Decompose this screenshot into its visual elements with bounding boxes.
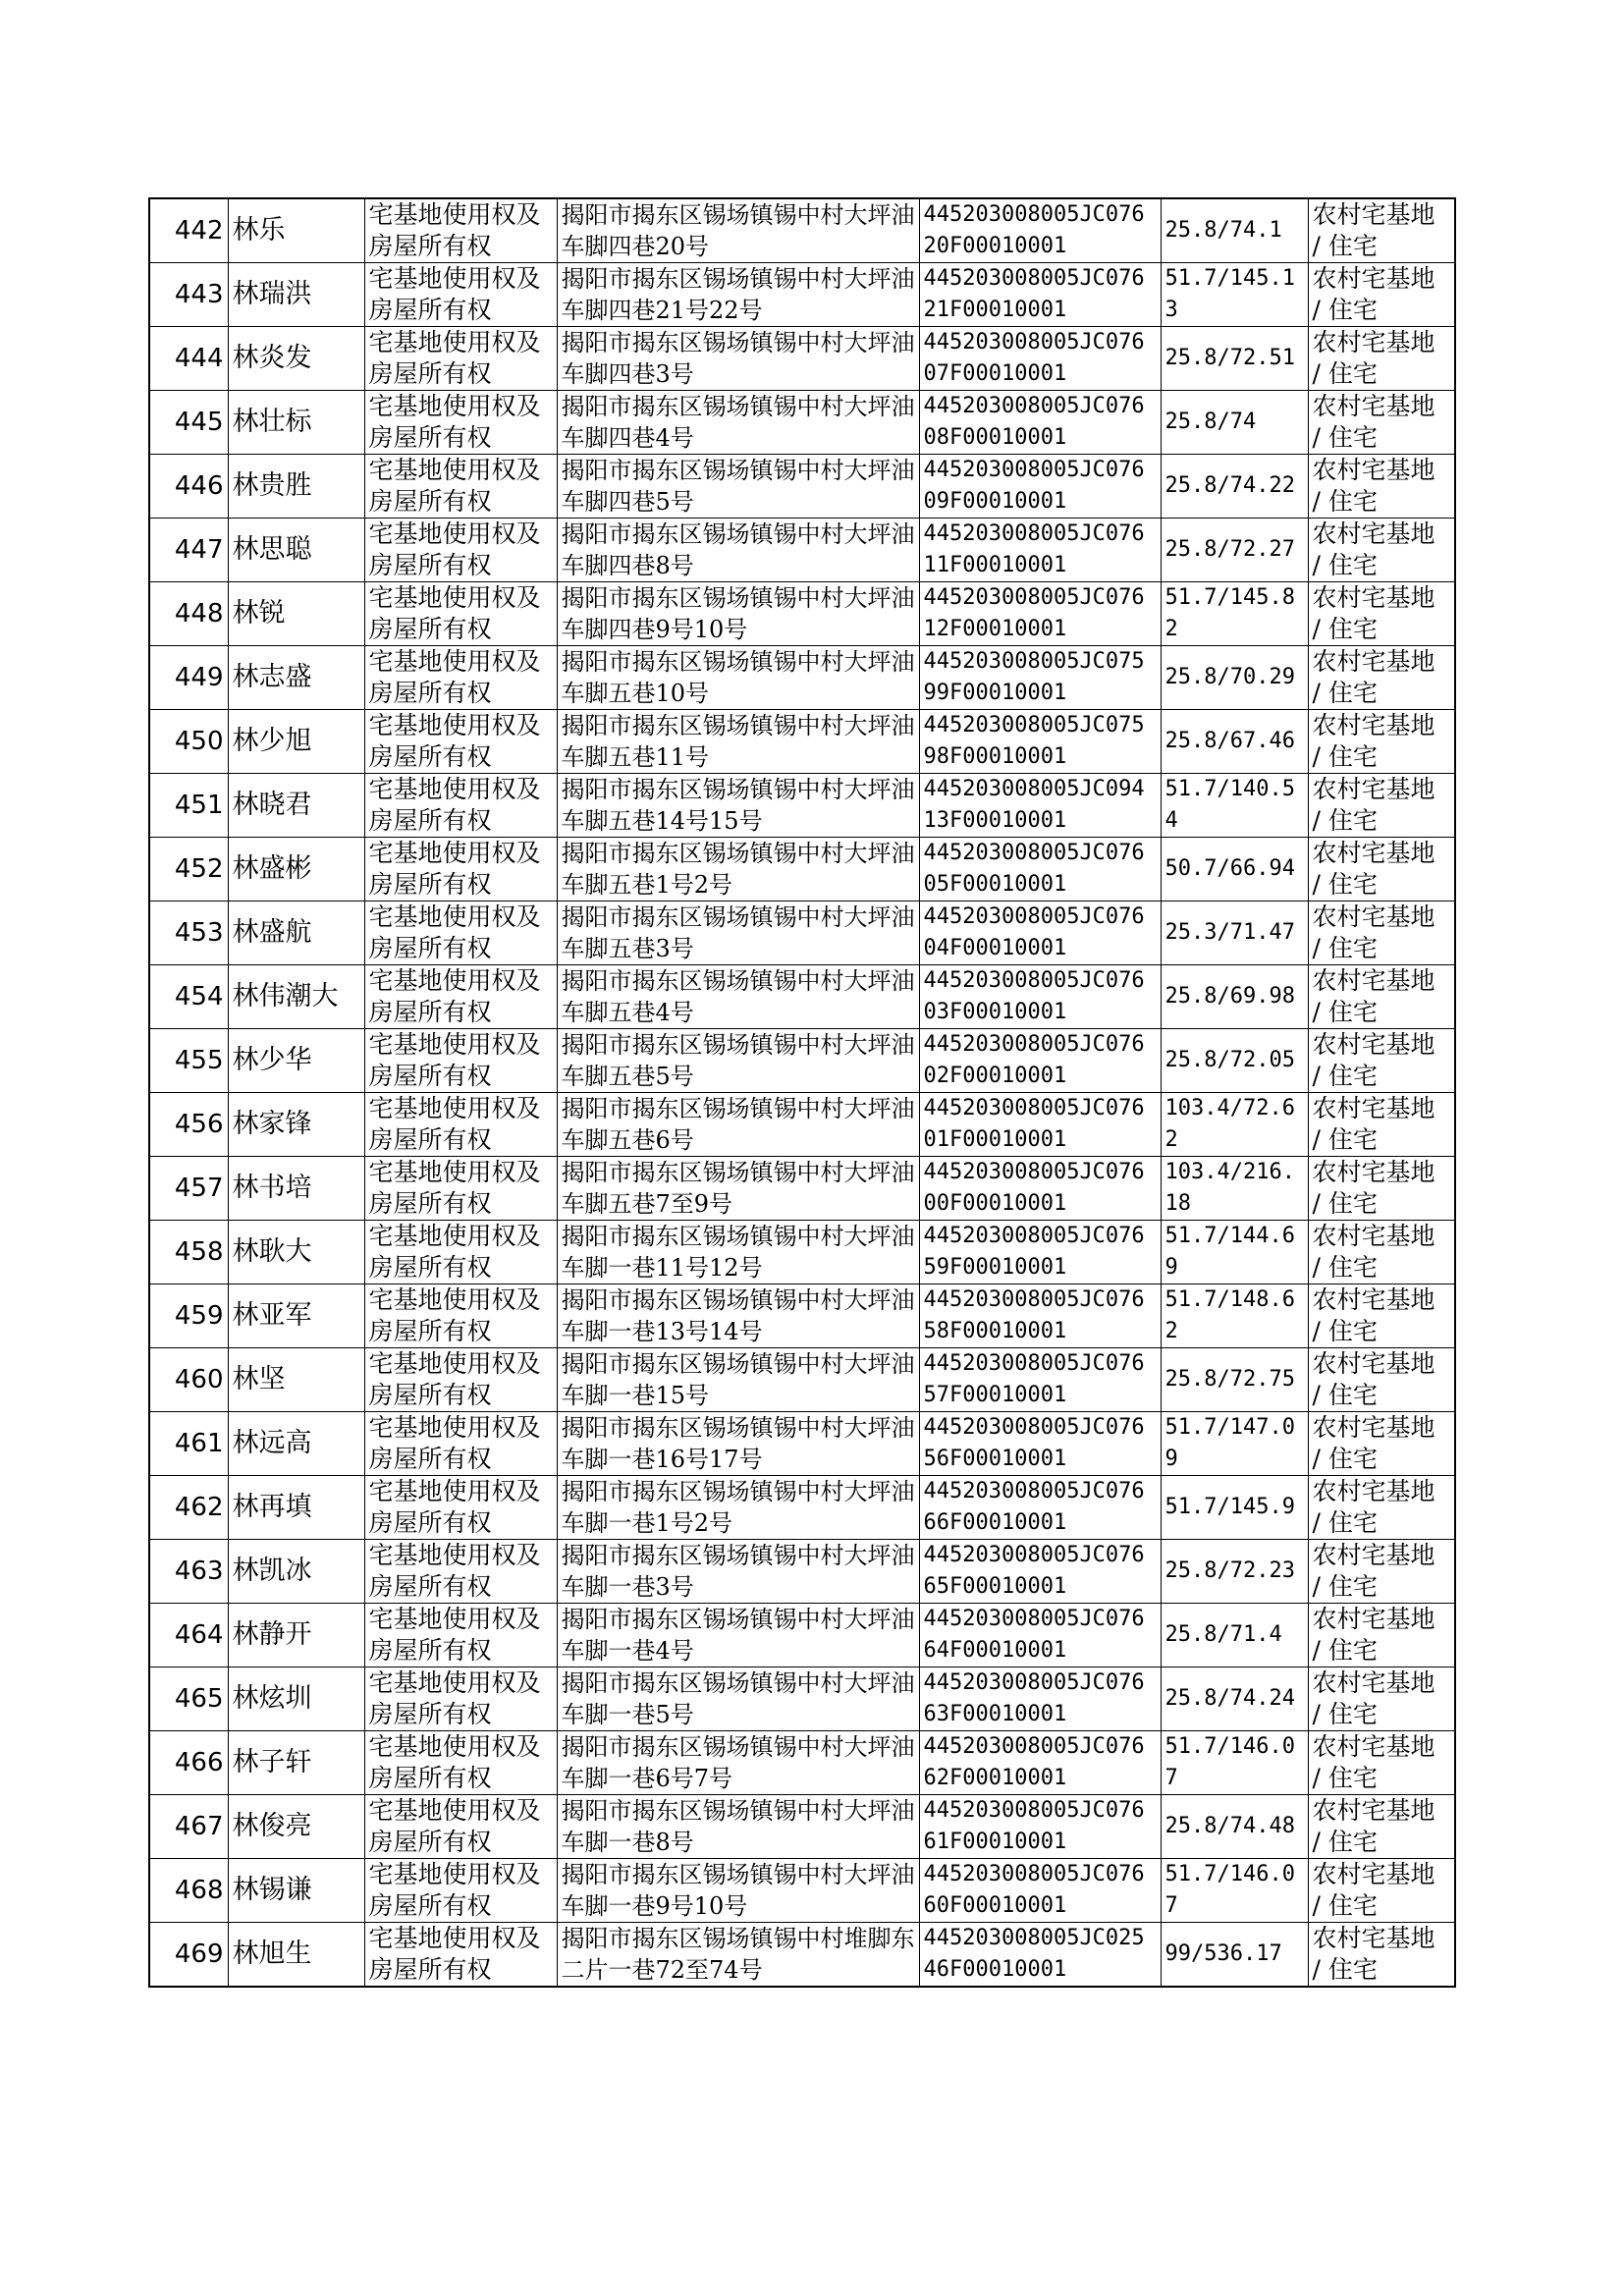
property-address: 揭阳市揭东区锡场镇锡中村大坪油车脚五巷7至9号: [557, 1157, 919, 1221]
area-value: 51.7/145.13: [1161, 263, 1308, 327]
right-type: 宅基地使用权及房屋所有权: [364, 1859, 557, 1923]
property-address: 揭阳市揭东区锡场镇锡中村大坪油车脚四巷20号: [557, 198, 919, 263]
owner-name: 林炫圳: [228, 1667, 364, 1731]
land-usage: 农村宅基地 / 住宅: [1308, 391, 1455, 455]
property-address: 揭阳市揭东区锡场镇锡中村大坪油车脚四巷4号: [557, 391, 919, 455]
area-value: 99/536.17: [1161, 1923, 1308, 1988]
table-row: [149, 1221, 1455, 1284]
area-value: 51.7/145.82: [1161, 582, 1308, 646]
right-type: 宅基地使用权及房屋所有权: [364, 1667, 557, 1731]
owner-name: 林子轩: [228, 1731, 364, 1795]
right-type: 宅基地使用权及房屋所有权: [364, 1476, 557, 1540]
row-number: 451: [149, 774, 228, 838]
owner-name: 林晓君: [228, 774, 364, 838]
property-address: 揭阳市揭东区锡场镇锡中村大坪油车脚一巷6号7号: [557, 1731, 919, 1795]
unit-code: 445203008005JC07663F00010001: [919, 1667, 1161, 1731]
table-row: [149, 1029, 1455, 1093]
table-row: [149, 582, 1455, 646]
unit-code: 445203008005JC07601F00010001: [919, 1093, 1161, 1157]
table-row: [149, 198, 1455, 263]
unit-code: 445203008005JC07600F00010001: [919, 1157, 1161, 1221]
owner-name: 林远高: [228, 1412, 364, 1476]
property-address: 揭阳市揭东区锡场镇锡中村大坪油车脚一巷5号: [557, 1667, 919, 1731]
table-row: [149, 263, 1455, 327]
land-usage: 农村宅基地 / 住宅: [1308, 1476, 1455, 1540]
right-type: 宅基地使用权及房屋所有权: [364, 1029, 557, 1093]
unit-code: 445203008005JC07612F00010001: [919, 582, 1161, 646]
owner-name: 林乐: [228, 198, 364, 263]
row-number: 443: [149, 263, 228, 327]
table-row: [149, 1731, 1455, 1795]
table-row: [149, 519, 1455, 582]
unit-code: 445203008005JC07621F00010001: [919, 263, 1161, 327]
owner-name: 林壮标: [228, 391, 364, 455]
area-value: 51.7/145.9: [1161, 1476, 1308, 1540]
right-type: 宅基地使用权及房屋所有权: [364, 391, 557, 455]
unit-code: 445203008005JC07609F00010001: [919, 455, 1161, 519]
area-value: 51.7/148.62: [1161, 1284, 1308, 1348]
row-number: 459: [149, 1284, 228, 1348]
property-address: 揭阳市揭东区锡场镇锡中村大坪油车脚五巷14号15号: [557, 774, 919, 838]
property-address: 揭阳市揭东区锡场镇锡中村大坪油车脚一巷3号: [557, 1540, 919, 1604]
unit-code: 445203008005JC07656F00010001: [919, 1412, 1161, 1476]
table-row: [149, 327, 1455, 391]
owner-name: 林亚军: [228, 1284, 364, 1348]
right-type: 宅基地使用权及房屋所有权: [364, 710, 557, 774]
row-number: 447: [149, 519, 228, 582]
area-value: 25.8/70.29: [1161, 646, 1308, 710]
right-type: 宅基地使用权及房屋所有权: [364, 1093, 557, 1157]
row-number: 467: [149, 1795, 228, 1859]
right-type: 宅基地使用权及房屋所有权: [364, 902, 557, 965]
owner-name: 林锐: [228, 582, 364, 646]
unit-code: 445203008005JC02546F00010001: [919, 1923, 1161, 1988]
unit-code: 445203008005JC07664F00010001: [919, 1604, 1161, 1667]
right-type: 宅基地使用权及房屋所有权: [364, 1923, 557, 1988]
unit-code: 445203008005JC07608F00010001: [919, 391, 1161, 455]
owner-name: 林思聪: [228, 519, 364, 582]
land-usage: 农村宅基地 / 住宅: [1308, 263, 1455, 327]
area-value: 25.8/67.46: [1161, 710, 1308, 774]
area-value: 25.8/69.98: [1161, 965, 1308, 1029]
right-type: 宅基地使用权及房屋所有权: [364, 198, 557, 263]
right-type: 宅基地使用权及房屋所有权: [364, 1157, 557, 1221]
table-row: [149, 1284, 1455, 1348]
property-address: 揭阳市揭东区锡场镇锡中村大坪油车脚五巷3号: [557, 902, 919, 965]
row-number: 462: [149, 1476, 228, 1540]
table-row: [149, 1604, 1455, 1667]
owner-name: 林俊亮: [228, 1795, 364, 1859]
unit-code: 445203008005JC07605F00010001: [919, 838, 1161, 902]
owner-name: 林瑞洪: [228, 263, 364, 327]
area-value: 25.8/71.4: [1161, 1604, 1308, 1667]
land-usage: 农村宅基地 / 住宅: [1308, 774, 1455, 838]
row-number: 461: [149, 1412, 228, 1476]
land-usage: 农村宅基地 / 住宅: [1308, 582, 1455, 646]
area-value: 51.7/147.09: [1161, 1412, 1308, 1476]
owner-name: 林凯冰: [228, 1540, 364, 1604]
right-type: 宅基地使用权及房屋所有权: [364, 1221, 557, 1284]
property-address: 揭阳市揭东区锡场镇锡中村大坪油车脚四巷3号: [557, 327, 919, 391]
row-number: 460: [149, 1348, 228, 1412]
owner-name: 林贵胜: [228, 455, 364, 519]
property-address: 揭阳市揭东区锡场镇锡中村大坪油车脚四巷8号: [557, 519, 919, 582]
row-number: 466: [149, 1731, 228, 1795]
right-type: 宅基地使用权及房屋所有权: [364, 838, 557, 902]
property-address: 揭阳市揭东区锡场镇锡中村大坪油车脚一巷13号14号: [557, 1284, 919, 1348]
land-usage: 农村宅基地 / 住宅: [1308, 838, 1455, 902]
owner-name: 林耿大: [228, 1221, 364, 1284]
table-row: [149, 710, 1455, 774]
owner-name: 林志盛: [228, 646, 364, 710]
property-address: 揭阳市揭东区锡场镇锡中村大坪油车脚四巷5号: [557, 455, 919, 519]
unit-code: 445203008005JC07665F00010001: [919, 1540, 1161, 1604]
unit-code: 445203008005JC07660F00010001: [919, 1859, 1161, 1923]
unit-code: 445203008005JC07599F00010001: [919, 646, 1161, 710]
right-type: 宅基地使用权及房屋所有权: [364, 1604, 557, 1667]
unit-code: 445203008005JC07603F00010001: [919, 965, 1161, 1029]
area-value: 25.8/74.22: [1161, 455, 1308, 519]
row-number: 442: [149, 198, 228, 263]
property-address: 揭阳市揭东区锡场镇锡中村大坪油车脚一巷11号12号: [557, 1221, 919, 1284]
table-row: [149, 1923, 1455, 1988]
area-value: 25.8/74.48: [1161, 1795, 1308, 1859]
table-row: [149, 391, 1455, 455]
land-usage: 农村宅基地 / 住宅: [1308, 455, 1455, 519]
owner-name: 林锡谦: [228, 1859, 364, 1923]
row-number: 455: [149, 1029, 228, 1093]
property-address: 揭阳市揭东区锡场镇锡中村大坪油车脚五巷10号: [557, 646, 919, 710]
land-usage: 农村宅基地 / 住宅: [1308, 710, 1455, 774]
table-row: [149, 965, 1455, 1029]
land-usage: 农村宅基地 / 住宅: [1308, 519, 1455, 582]
owner-name: 林旭生: [228, 1923, 364, 1988]
right-type: 宅基地使用权及房屋所有权: [364, 1540, 557, 1604]
property-address: 揭阳市揭东区锡场镇锡中村大坪油车脚五巷1号2号: [557, 838, 919, 902]
owner-name: 林静开: [228, 1604, 364, 1667]
area-value: 25.8/74.24: [1161, 1667, 1308, 1731]
right-type: 宅基地使用权及房屋所有权: [364, 1348, 557, 1412]
row-number: 464: [149, 1604, 228, 1667]
table-row: [149, 1412, 1455, 1476]
owner-name: 林坚: [228, 1348, 364, 1412]
land-usage: 农村宅基地 / 住宅: [1308, 1221, 1455, 1284]
area-value: 25.8/72.27: [1161, 519, 1308, 582]
area-value: 50.7/66.94: [1161, 838, 1308, 902]
row-number: 468: [149, 1859, 228, 1923]
unit-code: 445203008005JC07602F00010001: [919, 1029, 1161, 1093]
row-number: 458: [149, 1221, 228, 1284]
land-usage: 农村宅基地 / 住宅: [1308, 1604, 1455, 1667]
owner-name: 林家锋: [228, 1093, 364, 1157]
right-type: 宅基地使用权及房屋所有权: [364, 1731, 557, 1795]
property-address: 揭阳市揭东区锡场镇锡中村大坪油车脚四巷9号10号: [557, 582, 919, 646]
owner-name: 林少旭: [228, 710, 364, 774]
area-value: 51.7/146.07: [1161, 1859, 1308, 1923]
property-address: 揭阳市揭东区锡场镇锡中村大坪油车脚五巷6号: [557, 1093, 919, 1157]
row-number: 457: [149, 1157, 228, 1221]
unit-code: 445203008005JC07659F00010001: [919, 1221, 1161, 1284]
row-number: 446: [149, 455, 228, 519]
unit-code: 445203008005JC07666F00010001: [919, 1476, 1161, 1540]
area-value: 51.7/144.69: [1161, 1221, 1308, 1284]
right-type: 宅基地使用权及房屋所有权: [364, 327, 557, 391]
table-row: [149, 902, 1455, 965]
row-number: 465: [149, 1667, 228, 1731]
land-usage: 农村宅基地 / 住宅: [1308, 1795, 1455, 1859]
area-value: 51.7/146.07: [1161, 1731, 1308, 1795]
land-usage: 农村宅基地 / 住宅: [1308, 1667, 1455, 1731]
property-address: 揭阳市揭东区锡场镇锡中村大坪油车脚一巷1号2号: [557, 1476, 919, 1540]
area-value: 25.8/74: [1161, 391, 1308, 455]
land-usage: 农村宅基地 / 住宅: [1308, 1348, 1455, 1412]
land-usage: 农村宅基地 / 住宅: [1308, 1540, 1455, 1604]
area-value: 103.4/216.18: [1161, 1157, 1308, 1221]
property-address: 揭阳市揭东区锡场镇锡中村大坪油车脚一巷8号: [557, 1795, 919, 1859]
right-type: 宅基地使用权及房屋所有权: [364, 646, 557, 710]
area-value: 25.8/72.23: [1161, 1540, 1308, 1604]
table-row: [149, 1859, 1455, 1923]
right-type: 宅基地使用权及房屋所有权: [364, 519, 557, 582]
row-number: 444: [149, 327, 228, 391]
right-type: 宅基地使用权及房屋所有权: [364, 582, 557, 646]
area-value: 51.7/140.54: [1161, 774, 1308, 838]
property-address: 揭阳市揭东区锡场镇锡中村堆脚东二片一巷72至74号: [557, 1923, 919, 1988]
unit-code: 445203008005JC09413F00010001: [919, 774, 1161, 838]
unit-code: 445203008005JC07607F00010001: [919, 327, 1161, 391]
land-usage: 农村宅基地 / 住宅: [1308, 1412, 1455, 1476]
table-row: [149, 1795, 1455, 1859]
land-usage: 农村宅基地 / 住宅: [1308, 902, 1455, 965]
right-type: 宅基地使用权及房屋所有权: [364, 1284, 557, 1348]
table-body: [149, 198, 1455, 1987]
row-number: 456: [149, 1093, 228, 1157]
unit-code: 445203008005JC07661F00010001: [919, 1795, 1161, 1859]
land-usage: 农村宅基地 / 住宅: [1308, 1923, 1455, 1988]
table-row: [149, 646, 1455, 710]
owner-name: 林盛航: [228, 902, 364, 965]
table-row: [149, 1093, 1455, 1157]
right-type: 宅基地使用权及房屋所有权: [364, 965, 557, 1029]
unit-code: 445203008005JC07620F00010001: [919, 198, 1161, 263]
land-usage: 农村宅基地 / 住宅: [1308, 646, 1455, 710]
area-value: 25.8/72.51: [1161, 327, 1308, 391]
table-row: [149, 1348, 1455, 1412]
unit-code: 445203008005JC07658F00010001: [919, 1284, 1161, 1348]
area-value: 25.8/74.1: [1161, 198, 1308, 263]
property-address: 揭阳市揭东区锡场镇锡中村大坪油车脚五巷5号: [557, 1029, 919, 1093]
table-row: [149, 774, 1455, 838]
owner-name: 林书培: [228, 1157, 364, 1221]
table-row: [149, 1540, 1455, 1604]
right-type: 宅基地使用权及房屋所有权: [364, 455, 557, 519]
unit-code: 445203008005JC07657F00010001: [919, 1348, 1161, 1412]
land-usage: 农村宅基地 / 住宅: [1308, 1284, 1455, 1348]
table-row: [149, 455, 1455, 519]
property-address: 揭阳市揭东区锡场镇锡中村大坪油车脚四巷21号22号: [557, 263, 919, 327]
unit-code: 445203008005JC07604F00010001: [919, 902, 1161, 965]
row-number: 448: [149, 582, 228, 646]
owner-name: 林炎发: [228, 327, 364, 391]
property-address: 揭阳市揭东区锡场镇锡中村大坪油车脚一巷16号17号: [557, 1412, 919, 1476]
land-usage: 农村宅基地 / 住宅: [1308, 1859, 1455, 1923]
unit-code: 445203008005JC07662F00010001: [919, 1731, 1161, 1795]
row-number: 453: [149, 902, 228, 965]
row-number: 454: [149, 965, 228, 1029]
property-address: 揭阳市揭东区锡场镇锡中村大坪油车脚一巷9号10号: [557, 1859, 919, 1923]
land-usage: 农村宅基地 / 住宅: [1308, 198, 1455, 263]
property-address: 揭阳市揭东区锡场镇锡中村大坪油车脚一巷15号: [557, 1348, 919, 1412]
land-usage: 农村宅基地 / 住宅: [1308, 1731, 1455, 1795]
unit-code: 445203008005JC07611F00010001: [919, 519, 1161, 582]
unit-code: 445203008005JC07598F00010001: [919, 710, 1161, 774]
owner-name: 林少华: [228, 1029, 364, 1093]
right-type: 宅基地使用权及房屋所有权: [364, 774, 557, 838]
land-usage: 农村宅基地 / 住宅: [1308, 965, 1455, 1029]
land-usage: 农村宅基地 / 住宅: [1308, 1093, 1455, 1157]
land-usage: 农村宅基地 / 住宅: [1308, 1157, 1455, 1221]
row-number: 449: [149, 646, 228, 710]
property-address: 揭阳市揭东区锡场镇锡中村大坪油车脚五巷11号: [557, 710, 919, 774]
table-row: [149, 1476, 1455, 1540]
registry-table: [148, 197, 1456, 1988]
table-row: [149, 1157, 1455, 1221]
right-type: 宅基地使用权及房屋所有权: [364, 1412, 557, 1476]
owner-name: 林伟潮大: [228, 965, 364, 1029]
table-row: [149, 838, 1455, 902]
owner-name: 林盛彬: [228, 838, 364, 902]
right-type: 宅基地使用权及房屋所有权: [364, 263, 557, 327]
row-number: 452: [149, 838, 228, 902]
table-row: [149, 1667, 1455, 1731]
row-number: 445: [149, 391, 228, 455]
row-number: 450: [149, 710, 228, 774]
property-address: 揭阳市揭东区锡场镇锡中村大坪油车脚五巷4号: [557, 965, 919, 1029]
property-address: 揭阳市揭东区锡场镇锡中村大坪油车脚一巷4号: [557, 1604, 919, 1667]
area-value: 25.8/72.75: [1161, 1348, 1308, 1412]
owner-name: 林再填: [228, 1476, 364, 1540]
area-value: 25.8/72.05: [1161, 1029, 1308, 1093]
right-type: 宅基地使用权及房屋所有权: [364, 1795, 557, 1859]
land-usage: 农村宅基地 / 住宅: [1308, 1029, 1455, 1093]
row-number: 469: [149, 1923, 228, 1988]
area-value: 103.4/72.62: [1161, 1093, 1308, 1157]
land-usage: 农村宅基地 / 住宅: [1308, 327, 1455, 391]
area-value: 25.3/71.47: [1161, 902, 1308, 965]
row-number: 463: [149, 1540, 228, 1604]
